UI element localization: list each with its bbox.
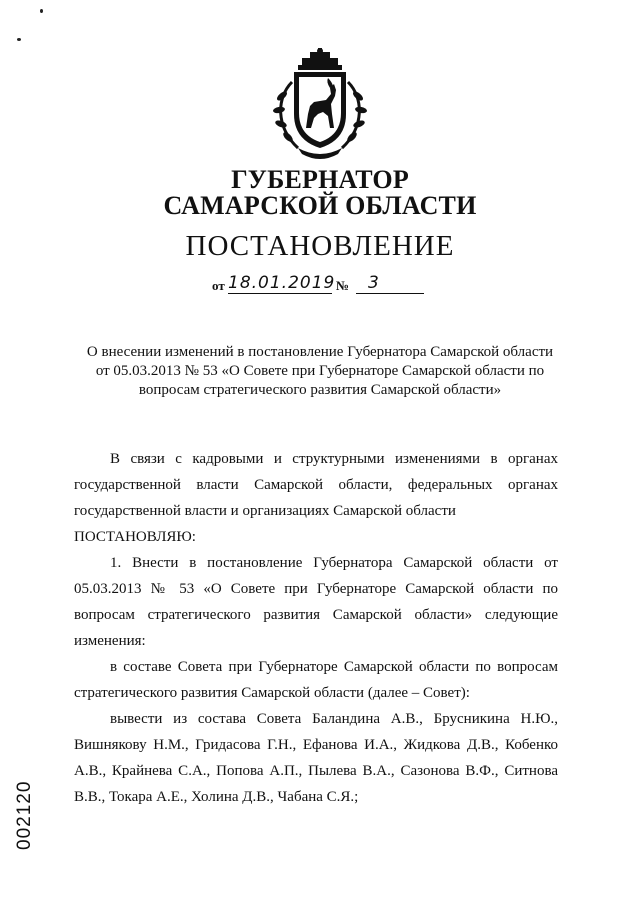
registration-line [212,272,432,298]
resolve-statement: ПОСТАНОВЛЯЮ: [74,529,196,545]
date-prefix: от [212,278,225,293]
issuer-region: САМАРСКОЙ ОБЛАСТИ [163,191,477,220]
date-underline [228,293,332,294]
document-body [74,446,558,810]
issuer-title: ГУБЕРНАТОР [231,165,409,194]
title-line: от 05.03.2013 № 53 «О Совете при Губернаторе Самарской области по [95,363,545,379]
scan-speck [40,9,43,13]
handwritten-date: 18.01.2019 [228,273,336,293]
number-underline [356,293,424,294]
document-type: ПОСТАНОВЛЕНИЕ [185,230,455,262]
title-line: О внесении изменений в постановление Губернатора Самарской области [86,344,554,360]
handwritten-number: 3 [368,273,380,293]
archive-stamp-number: 002120 [14,780,35,850]
title-line: вопросам стратегического развития Самарской области» [138,382,502,398]
item-1-removal-paragraph: вывести из состава Совета Баландина А.В., Брусникина Н.Ю., Вишнякову Н.М., Гридасова Г.Н., Ефанова И.А., Жидкова Д.В., Кобенко А.В., Крайнева С.А., Попова А.П., Пылева В.А., Сазонова В.Ф., Ситнова В.В., Токара А.Е., Холина Д.В., Чабана С.Я.; [74,711,558,805]
coat-of-arms-emblem [268,48,372,160]
item-1-sub-paragraph: в составе Совета при Губернаторе Самарской области по вопросам стратегического развития Самарской области (далее – Совет): [74,659,558,701]
number-prefix: № [336,278,350,293]
preamble-paragraph: В связи с кадровыми и структурными изменениями в органах государственной власти Самарской области, федеральных органах государственной власти и организациях Самарской области [74,451,558,519]
scan-speck [17,38,21,41]
item-1-paragraph: 1. Внести в постановление Губернатора Самарской области от 05.03.2013 № 53 «О Совете при Губернаторе Самарской области по вопросам стратегического развития Самарской области» следующие изменения: [74,555,558,649]
document-title [0,343,640,400]
